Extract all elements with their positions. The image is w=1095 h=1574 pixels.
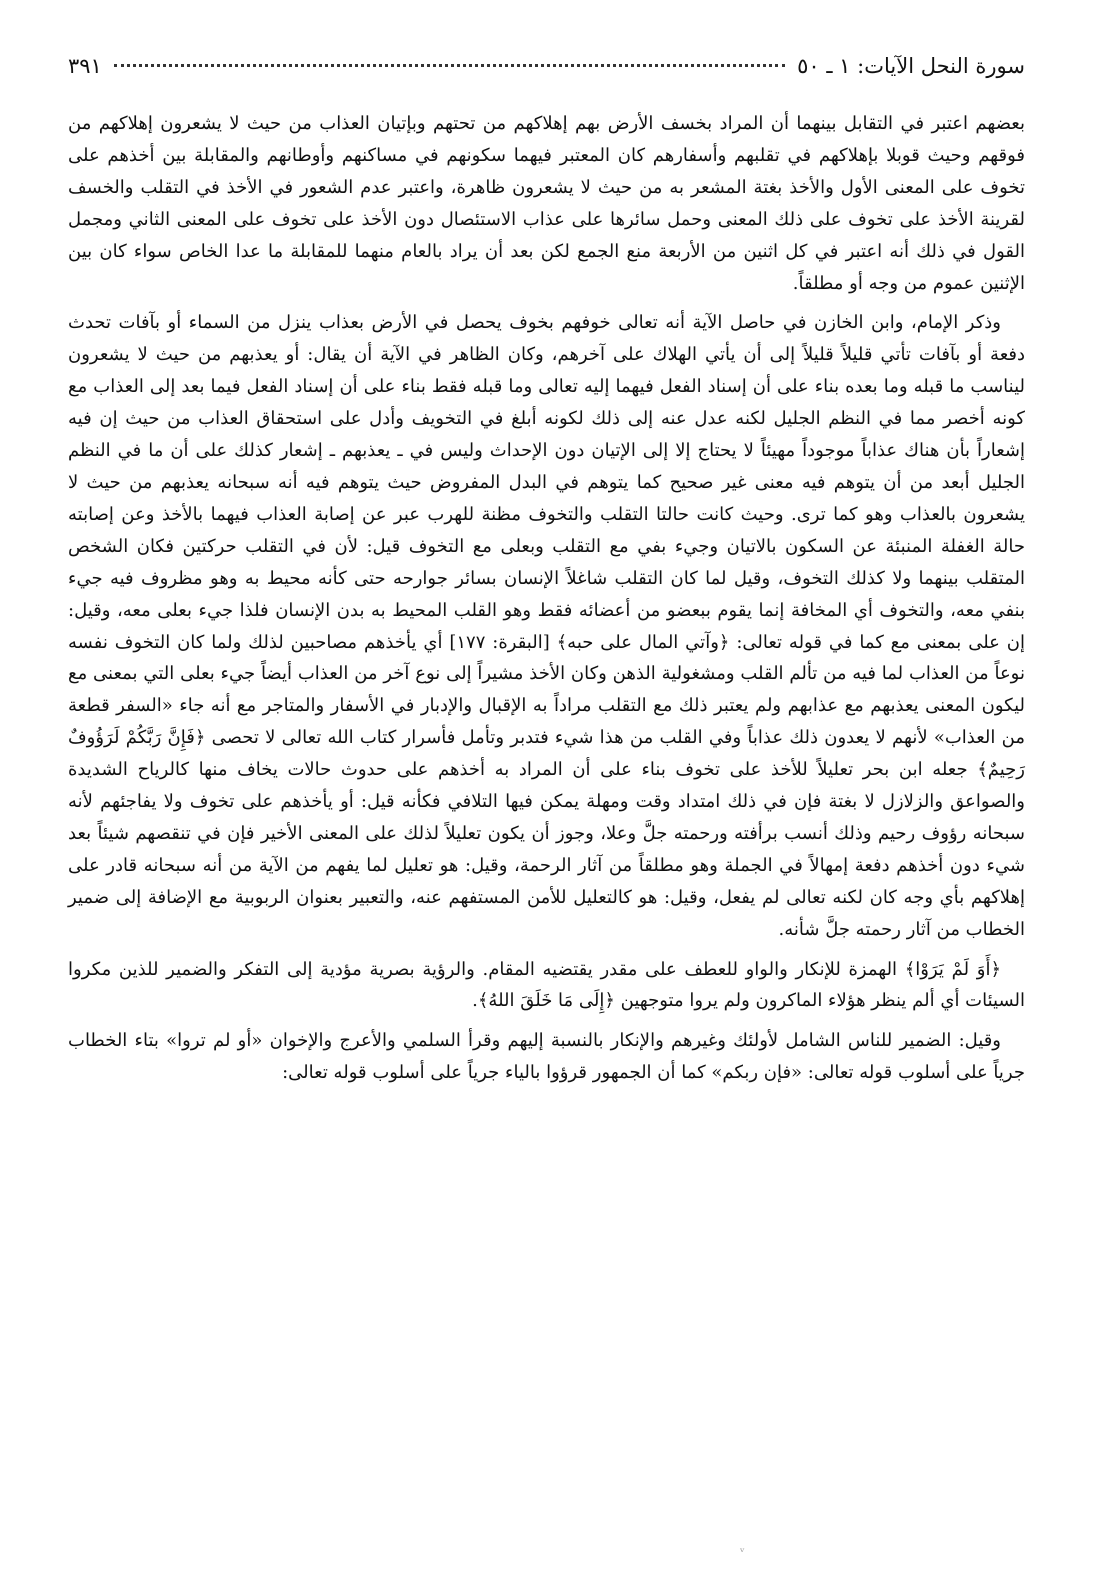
- running-header: [68, 46, 1025, 86]
- paragraph-1: بعضهم اعتبر في التقابل بينهما أن المراد بخسف الأرض بهم إهلاكهم من تحتهم وبإتيان العذاب من حيث لا يشعرون إهلاكهم من فوقهم وحيث قوبلا بإهلاكهم في تقلبهم وأسفارهم كان المعتبر فيهما سكونهم في مساكنهم وأوطانهم والمقابلة بين أخذهم على تخوف على المعنى الأول والأخذ بغتة المشعر به من حيث لا يشعرون ظاهرة، واعتبر عدم الشعور في الأخذ في التقلب والخسف لقرينة الأخذ على تخوف على ذلك المعنى وحمل سائرها على عذاب الاستئصال دون الأخذ على تخوف على المعنى الثاني ومجمل القول في ذلك أنه اعتبر في كل اثنين من الأربعة منع الجمع لكن بعد أن يراد بالعام منهما للمقابلة ما عدا الخاص سواء كان بين الإثنين عموم من وجه أو مطلقاً.: [68, 113, 1025, 294]
- page-number: ٣٩١: [68, 54, 102, 78]
- scan-speck: ᵛ: [740, 1545, 745, 1559]
- page-body: [68, 108, 1025, 1089]
- surah-section-title: سورة النحل الآيات: ١ ـ ٥٠: [797, 54, 1025, 78]
- paragraph-3: ﴿أَوَ لَمْ يَرَوْا﴾ الهمزة للإنكار والواو للعطف على مقدر يقتضيه المقام. والرؤية بصرية مؤدية إلى التفكر والضمير للذين مكروا السيئات أي ألم ينظر هؤلاء الماكرون ولم يروا متوجهين ﴿إِلَى مَا خَلَقَ اللهُ﴾.: [68, 958, 1025, 1012]
- paragraph-4: وقيل: الضمير للناس الشامل لأولئك وغيرهم والإنكار بالنسبة إليهم وقرأ السلمي والأعرج والإخوان «أو لم تروا» بتاء الخطاب جرياً على أسلوب قوله تعالى: «فإن ربكم» كما أن الجمهور قرؤوا بالياء جرياً على أسلوب قوله تعالى:: [68, 1030, 1025, 1084]
- header-dot-leader: [114, 63, 785, 67]
- paragraph-2: وذكر الإمام، وابن الخازن في حاصل الآية أنه تعالى خوفهم بخوف يحصل في الأرض بعذاب ينزل من السماء أو بآفات تحدث دفعة أو بآفات تأتي قليلاً قليلاً إلى أن يأتي الهلاك على آخرهم، وكان الظاهر في الآية أن يقال: أو يعذبهم من حيث لا يشعرون ليناسب ما قبله وما بعده بناء على أن إسناد الفعل فيهما إليه تعالى وما قبله فقط بناء على أن إسناد الفعل فيما بعد إلى العذاب مع كونه أخصر مما في النظم الجليل لكنه عدل عنه إلى ذلك لكونه أبلغ في التخويف وأدل على استحقاق العذاب من حيث إن فيه إشعاراً بأن هناك عذاباً موجوداً مهيئاً لا يحتاج إلا إلى الإتيان دون الإحداث وليس في ـ يعذبهم ـ إشعار كذلك على أن ما في النظم الجليل أبعد من أن يتوهم فيه معنى غير صحيح كما يتوهم في البدل المفروض حيث يتوهم فيه أنه سبحانه يعذبهم من حيث لا يشعرون بالعذاب وهو كما ترى. وحيث كانت حالتا التقلب والتخوف مظنة للهرب عبر عن إصابة العذاب فيهما بالأخذ وعن إصابته حالة الغفلة المنبئة عن السكون بالاتيان وجيء بفي مع التقلب وبعلى مع التخوف قيل: لأن في التقلب حركتين فكان الشخص المتقلب بينهما ولا كذلك التخوف، وقيل لما كان التقلب شاغلاً الإنسان بسائر جوارحه حتى كأنه محيط به وهو مظروف فيه جيء بنفي معه، والتخوف أي المخافة إنما يقوم ببعضو من أعضائه فقط وهو القلب المحيط به بدن الإنسان فلذا جيء بعلى معه، وقيل: إن على بمعنى مع كما في قوله تعالى: ﴿وآتي المال على حبه﴾ [البقرة: ١٧٧] أي يأخذهم مصاحبين لذلك ولما كان التخوف نفسه نوعاً من العذاب لما فيه من تألم القلب ومشغولية الذهن وكان الأخذ مشيراً إلى نوع آخر من العذاب أيضاً جيء بعلى التي بمعنى مع ليكون المعنى يعذبهم مع عذابهم ولم يعتبر ذلك مع التقلب مراداً به الإقبال والإدبار في الأسفار والمتاجر مع أنه جاء «السفر قطعة من العذاب» لأنهم لا يعدون ذلك عذاباً وفي القلب من هذا شيء فتدبر وتأمل فأسرار كتاب الله تعالى لا تحصى ﴿فَإِنَّ رَبَّكُمْ لَرَؤُوفٌ رَحِيمٌ﴾ جعله ابن بحر تعليلاً للأخذ على تخوف بناء على أن المراد به أخذهم على حدوث حالات يخاف منها كالرياح الشديدة والصواعق والزلازل لا بغتة فإن في ذلك امتداد وقت ومهلة يمكن فيها التلافي فكأنه قيل: أو يأخذهم على تخوف ولا يفاجئهم لأنه سبحانه رؤوف رحيم وذلك أنسب برأفته ورحمته جلَّ وعلا، وجوز أن يكون تعليلاً لذلك على المعنى الأخير فإن في تنقصهم شيئاً بعد شيء دون أخذهم دفعة إمهالاً في الجملة وهو مطلقاً من آثار الرحمة، وقيل: هو تعليل لما يفهم من الآية من أنه سبحانه قادر على إهلاكهم بأي وجه كان لكنه تعالى لم يفعل، وقيل: هو كالتعليل للأمن المستفهم عنه، والتعبير بعنوان الربوبية مع الإضافة إلى ضمير الخطاب من آثار رحمته جلَّ شأنه.: [68, 312, 1026, 940]
